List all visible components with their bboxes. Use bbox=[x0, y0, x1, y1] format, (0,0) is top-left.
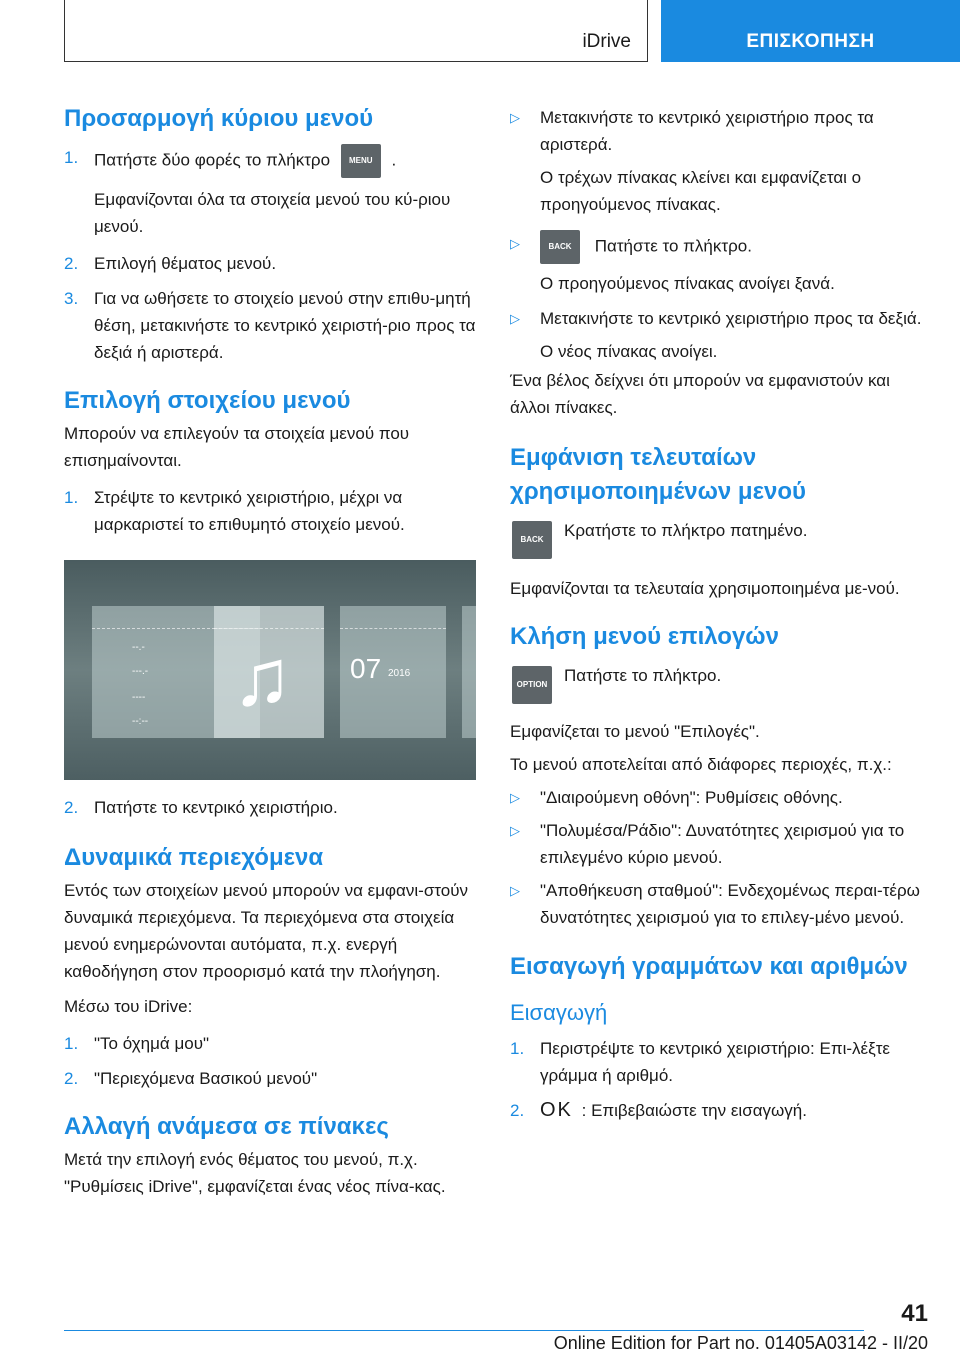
list-item: 2. OK : Επιβεβαιώστε την εισαγωγή. bbox=[510, 1099, 807, 1121]
paragraph: Ένα βέλος δείχνει ότι μπορούν να εμφανιστούν και άλλοι πίνακες. bbox=[510, 371, 890, 417]
heading-switch-panels: Αλλαγή ανάμεσα σε πίνακες bbox=[64, 1113, 389, 1140]
paragraph: Εμφανίζονται όλα τα στοιχεία μενού του κύ‐ριου μενού. bbox=[94, 190, 451, 236]
paragraph: Μέσω του iDrive: bbox=[64, 997, 193, 1016]
list-item: 1. Περιστρέψτε το κεντρικό χειριστήριο: Επι‐λέξτε γράμμα ή αριθμό. bbox=[510, 1039, 890, 1085]
heading-select-menu-item: Επιλογή στοιχείου μενού bbox=[64, 387, 351, 414]
paragraph: Εντός των στοιχείων μενού μπορούν να εμφανι‐στούν δυναμικά περιεχόμενα. Τα περιεχόμενα στα στοιχεία μενού ενημερώνονται αυτόματα, π.χ. ενεργή καθοδήγηση στον προορισμό κατά την πλοήγηση. bbox=[64, 881, 469, 981]
heading-dynamic-content: Δυναμικά περιεχόμενα bbox=[64, 844, 324, 871]
bullet-item: ▷ Μετακινήστε το κεντρικό χειριστήριο προς τα αριστερά. bbox=[510, 104, 930, 158]
header-tab: ΕΠΙΣΚΟΠΗΣΗ bbox=[661, 0, 960, 62]
bullet-item: ▷ Μετακινήστε το κεντρικό χειριστήριο προς τα δεξιά. bbox=[510, 305, 930, 332]
back-key-icon: BACK bbox=[512, 521, 552, 559]
back-key-icon: BACK bbox=[540, 230, 580, 264]
right-column bbox=[510, 96, 930, 1124]
heading-recent-menus: Εμφάνιση τελευταίων χρησιμοποιημένων μενού bbox=[510, 444, 806, 505]
vehicle-panel: --.- ---.- ---- --:-- bbox=[92, 606, 260, 738]
page-number: 41 bbox=[901, 1300, 928, 1327]
list-item: 1. Στρέψτε το κεντρικό χειριστήριο, μέχρι να μαρκαριστεί το επιθυμητό στοιχείο μενού. bbox=[64, 488, 405, 534]
key-row: OPTION Πατήστε το πλήκτρο. bbox=[510, 662, 930, 708]
paragraph: Εμφανίζεται το μενού "Επιλογές". bbox=[510, 722, 760, 741]
header-frame bbox=[64, 0, 648, 62]
header-section: iDrive bbox=[582, 31, 631, 52]
bullet-item: ▷ "Πολυμέσα/Ράδιο": Δυνατότητες χειρισμού για το επιλεγμένο κύριο μενού. bbox=[510, 817, 930, 871]
media-panel bbox=[214, 606, 324, 738]
heading-letters-numbers: Εισαγωγή γραμμάτων και αριθμών bbox=[510, 953, 908, 980]
list-item: 1. "Το όχημά μου" bbox=[64, 1034, 210, 1053]
list-item: 3. Για να ωθήσετε το στοιχείο μενού στην επιθυ‐μητή θέση, μετακινήστε το κεντρικό χειριστή‐ριο προς τα δεξιά ή αριστερά. bbox=[64, 289, 476, 362]
triangle-bullet-icon: ▷ bbox=[510, 311, 520, 326]
paragraph: Το μενού αποτελείται από διάφορες περιοχές, π.χ.: bbox=[510, 755, 892, 774]
triangle-bullet-icon: ▷ bbox=[510, 790, 520, 805]
list-item: 1. Πατήστε δύο φορές το πλήκτρο MENU . bbox=[64, 144, 476, 178]
key-row: BACK Κρατήστε το πλήκτρο πατημένο. bbox=[510, 517, 930, 563]
triangle-bullet-icon: ▷ bbox=[510, 823, 520, 838]
left-column bbox=[64, 96, 476, 1200]
footer-edition: Online Edition for Part no. 01405A03142 - II/20 bbox=[553, 1333, 928, 1353]
triangle-bullet-icon: ▷ bbox=[510, 110, 520, 125]
list-item: 2. Επιλογή θέματος μενού. bbox=[64, 254, 277, 273]
option-key-icon: OPTION bbox=[512, 666, 552, 704]
ok-symbol-icon: OK bbox=[540, 1099, 573, 1121]
heading-options-menu: Κλήση μενού επιλογών bbox=[510, 623, 779, 650]
triangle-bullet-icon: ▷ bbox=[510, 236, 520, 251]
bullet-item: ▷ "Αποθήκευση σταθμού": Ενδεχομένως περαι‐τέρω δυνατότητες χειρισμού για το επιλεγ‐μένο μενού. bbox=[510, 877, 930, 931]
menu-key-icon: MENU bbox=[341, 144, 381, 178]
bullet-item: ▷ BACK Πατήστε το πλήκτρο. bbox=[510, 230, 930, 264]
list-item: 2. Πατήστε το κεντρικό χειριστήριο. bbox=[64, 798, 338, 817]
paragraph: Ο νέος πίνακας ανοίγει. bbox=[540, 342, 718, 361]
heading-customize-main-menu: Προσαρμογή κύριου μενού bbox=[64, 105, 374, 132]
phone-panel: 07 2016 bbox=[340, 606, 446, 738]
paragraph: Ο τρέχων πίνακας κλείνει και εμφανίζεται ο προηγούμενος πίνακας. bbox=[540, 168, 862, 214]
music-note-icon: ♫ bbox=[232, 633, 292, 722]
paragraph: Μπορούν να επιλεγούν τα στοιχεία μενού που επισημαίνονται. bbox=[64, 424, 410, 470]
bullet-item: ▷ "Διαιρούμενη οθόνη": Ρυθμίσεις οθόνης. bbox=[510, 784, 930, 811]
subheading-entry: Εισαγωγή bbox=[510, 1000, 608, 1025]
paragraph: Ο προηγούμενος πίνακας ανοίγει ξανά. bbox=[540, 274, 835, 293]
idrive-screen-photo bbox=[64, 560, 476, 780]
list-item: 2. "Περιεχόμενα Βασικού μενού" bbox=[64, 1069, 318, 1088]
paragraph: Μετά την επιλογή ενός θέματος του μενού, π.χ. "Ρυθμίσεις iDrive", εμφανίζεται ένας νέος πίνα‐κας. bbox=[64, 1150, 446, 1196]
triangle-bullet-icon: ▷ bbox=[510, 883, 520, 898]
paragraph: Εμφανίζονται τα τελευταία χρησιμοποιημένα με‐νού. bbox=[510, 579, 900, 598]
